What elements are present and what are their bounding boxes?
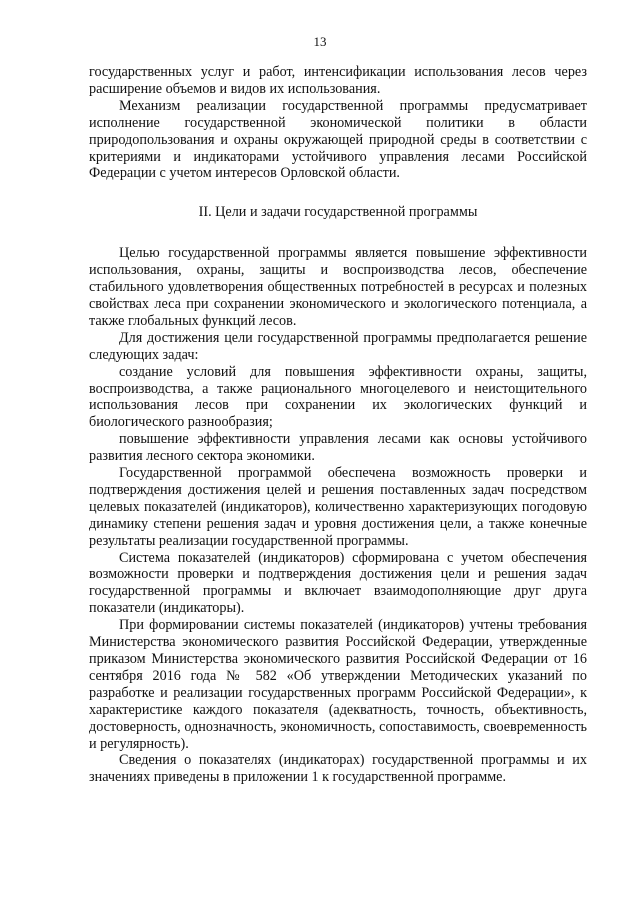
- paragraph: создание условий для повышения эффективности охраны, защиты, воспроизводства, а также рационального многоцелевого и неистощительного использования лесов при сохранении их экологических функций и биологического разнообразия;: [89, 363, 587, 431]
- paragraph: Для достижения цели государственной программы предполагается решение следующих задач:: [89, 329, 587, 363]
- paragraph: Сведения о показателях (индикаторах) государственной программы и их значениях приведены в приложении 1 к государственной программе.: [89, 752, 587, 786]
- paragraph: Государственной программой обеспечена возможность проверки и подтверждения достижения целей и решения поставленных задач посредством целевых показателей (индикаторов), количественно характеризующих погодовую динамику степени решения задач и уровня достижения цели, а также конечные результаты реализации государственной программы.: [89, 465, 587, 549]
- section-heading: II. Цели и задачи государственной программы: [198, 204, 478, 221]
- page-number: 13: [313, 34, 327, 49]
- paragraph: При формировании системы показателей (индикаторов) учтены требования Министерства экономического развития Российской Федерации, утвержденные приказом Министерства экономического развития Российской Федерации от 16 сентября 2016 года № 582 «Об утверждении Методических указаний по разработке и реализации государственных программ Российской Федерации», к характеристике каждого показателя (адекватность, точность, объективность, достоверность, однозначность, экономичность, сопоставимость, своевременность и регулярность).: [89, 617, 587, 752]
- paragraph: государственных услуг и работ, интенсификации использования лесов через расширение объемов и видов их использования.: [89, 64, 587, 97]
- document-body: [89, 64, 587, 786]
- paragraph: повышение эффективности управления лесами как основы устойчивого развития лесного сектора экономики.: [89, 431, 587, 465]
- paragraph: Целью государственной программы является повышение эффективности использования, охраны, защиты и воспроизводства лесов, обеспечение стабильного удовлетворения общественных потребностей в ресурсах и полезных свойствах леса при сохранении экономического и экологического потенциала, а также глобальных функций лесов.: [89, 245, 587, 329]
- paragraph: Система показателей (индикаторов) сформирована с учетом обеспечения возможности проверки и подтверждения достижения цели и решения задач государственной программы и включает взаимодополняющие друг друга показатели (индикаторы).: [89, 549, 587, 617]
- paragraph: Механизм реализации государственной программы предусматривает исполнение государственной экономической политики в области природопользования и охраны окружающей природной среды в соответствии с критериями и индикаторами устойчивого управления лесами Российской Федерации с учетом интересов Орловской области.: [89, 97, 587, 182]
